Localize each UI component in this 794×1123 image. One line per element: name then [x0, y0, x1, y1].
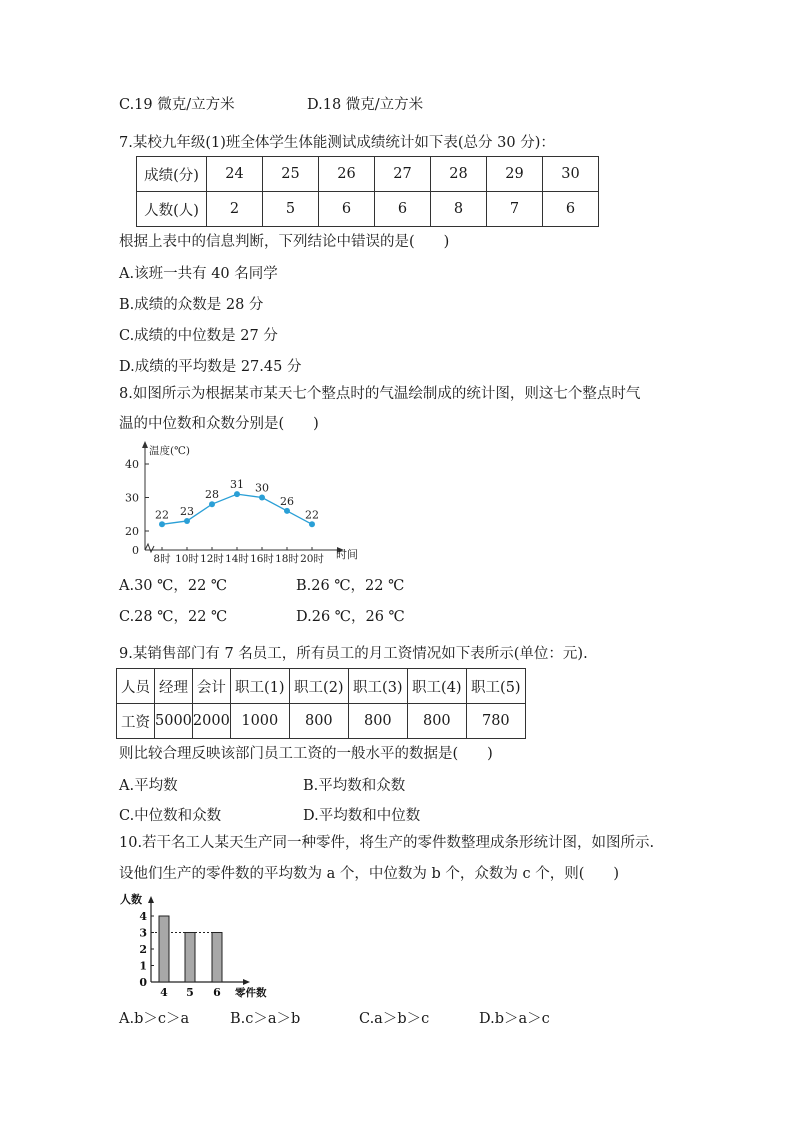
q7-question: 根据上表中的信息判断，下列结论中错误的是( )	[119, 234, 450, 250]
table-cell: 人数(人)	[137, 192, 207, 227]
y-tick-label: 40	[125, 458, 139, 471]
q8-option-d: D.26 ℃，26 ℃	[296, 609, 405, 625]
bar	[185, 933, 195, 983]
bar	[159, 916, 169, 982]
data-label: 22	[305, 508, 319, 522]
data-label: 26	[280, 494, 294, 508]
table-cell: 27	[375, 157, 431, 192]
table-cell: 人员	[117, 669, 155, 704]
y-tick-label: 2	[139, 943, 147, 956]
table-cell: 6	[375, 192, 431, 227]
data-point	[284, 508, 290, 514]
table-cell: 职工(3)	[348, 669, 407, 704]
y-tick-label: 0	[139, 976, 147, 989]
table-cell: 职工(1)	[230, 669, 289, 704]
table-cell: 2	[207, 192, 263, 227]
temperature-line-chart	[115, 440, 365, 565]
axis-break	[145, 544, 154, 552]
x-tick-label: 18时	[275, 553, 299, 565]
x-tick-label: 5	[186, 986, 194, 999]
data-point	[259, 495, 265, 501]
table-cell: 24	[207, 157, 263, 192]
x-tick-label: 8时	[153, 553, 171, 565]
table-cell: 26	[319, 157, 375, 192]
table-cell: 25	[263, 157, 319, 192]
x-tick-label: 4	[160, 986, 168, 999]
table-cell: 30	[543, 157, 599, 192]
table-cell: 职工(4)	[407, 669, 466, 704]
table-cell: 800	[289, 704, 348, 739]
q10-stem-line2: 设他们生产的零件数的平均数为 a 个，中位数为 b 个，众数为 c 个，则( )	[119, 866, 620, 882]
q7-option-b: B.成绩的众数是 28 分	[119, 297, 264, 313]
table-cell: 6	[319, 192, 375, 227]
table-cell: 5000	[155, 704, 193, 739]
x-tick-label: 16时	[250, 553, 274, 565]
x-axis-label: 时间	[336, 548, 358, 561]
table-cell: 780	[466, 704, 525, 739]
x-tick-label: 12时	[200, 553, 224, 565]
q9-stem: 9.某销售部门有 7 名员工，所有员工的月工资情况如下表所示(单位：元).	[119, 646, 588, 662]
data-point	[309, 521, 315, 527]
table-cell: 工资	[117, 704, 155, 739]
data-label: 28	[205, 488, 219, 502]
y-tick-label: 4	[139, 910, 147, 923]
q6-option-c: C.19 微克/立方米	[119, 97, 235, 113]
q9-question: 则比较合理反映该部门员工工资的一般水平的数据是( )	[119, 746, 493, 762]
table-cell: 7	[487, 192, 543, 227]
q7-score-table	[136, 156, 599, 227]
data-point	[209, 501, 215, 507]
q6-option-d: D.18 微克/立方米	[307, 97, 424, 113]
q10-option-b: B.c＞a＞b	[230, 1011, 301, 1027]
data-point	[159, 521, 165, 527]
q7-option-a: A.该班一共有 40 名同学	[119, 266, 278, 282]
q9-option-b: B.平均数和众数	[303, 778, 406, 794]
table-cell: 6	[543, 192, 599, 227]
q9-salary-table	[116, 668, 526, 739]
q7-option-c: C.成绩的中位数是 27 分	[119, 328, 278, 344]
y-axis-label: 人数	[120, 893, 142, 906]
table-row	[137, 157, 599, 192]
table-row	[117, 669, 526, 704]
data-point	[234, 491, 240, 497]
data-point	[184, 518, 190, 524]
table-cell: 28	[431, 157, 487, 192]
table-row	[117, 704, 526, 739]
table-cell: 800	[348, 704, 407, 739]
q8-option-c: C.28 ℃，22 ℃	[119, 609, 228, 625]
x-tick-label: 20时	[300, 553, 324, 565]
data-label: 30	[255, 481, 269, 495]
q10-option-c: C.a＞b＞c	[359, 1011, 430, 1027]
q8-option-a: A.30 ℃，22 ℃	[119, 578, 228, 594]
bar	[212, 933, 222, 983]
table-cell: 成绩(分)	[137, 157, 207, 192]
q8-option-b: B.26 ℃，22 ℃	[296, 578, 405, 594]
data-label: 23	[180, 504, 194, 518]
table-cell: 职工(5)	[466, 669, 525, 704]
q8-stem-line2: 温的中位数和众数分别是( )	[119, 416, 319, 432]
table-cell: 经理	[155, 669, 193, 704]
y-tick-label: 0	[132, 544, 139, 557]
x-tick-label: 14时	[225, 553, 249, 565]
x-tick-label: 10时	[175, 553, 199, 565]
q10-stem-line1: 10.若干名工人某天生产同一种零件，将生产的零件数整理成条形统计图，如图所示.	[119, 835, 655, 851]
table-cell: 5	[263, 192, 319, 227]
table-cell: 8	[431, 192, 487, 227]
parts-bar-chart	[115, 890, 285, 1000]
table-cell: 会计	[192, 669, 230, 704]
y-tick-label: 1	[139, 959, 147, 973]
q7-stem: 7.某校九年级(1)班全体学生体能测试成绩统计如下表(总分 30 分)：	[119, 135, 555, 151]
data-label: 22	[155, 508, 169, 522]
table-cell: 2000	[192, 704, 230, 739]
table-cell: 800	[407, 704, 466, 739]
q9-option-d: D.平均数和中位数	[303, 808, 421, 824]
data-label: 31	[230, 478, 244, 492]
q7-option-d: D.成绩的平均数是 27.45 分	[119, 359, 302, 375]
x-axis-label: 零件数	[235, 987, 267, 999]
q10-option-a: A.b＞c＞a	[119, 1011, 190, 1027]
y-tick-label: 3	[139, 926, 147, 940]
y-axis-label: 温度(℃)	[149, 445, 190, 457]
q8-stem-line1: 8.如图所示为根据某市某天七个整点时的气温绘制成的统计图，则这七个整点时气	[119, 386, 641, 402]
y-tick-label: 20	[125, 525, 139, 538]
q10-option-d: D.b＞a＞c	[479, 1011, 550, 1027]
q9-option-c: C.中位数和众数	[119, 808, 222, 824]
x-tick-label: 6	[213, 986, 221, 999]
y-axis-arrow	[148, 896, 154, 903]
table-cell: 职工(2)	[289, 669, 348, 704]
q9-option-a: A.平均数	[119, 778, 178, 794]
table-cell: 1000	[230, 704, 289, 739]
table-cell: 29	[487, 157, 543, 192]
y-axis-arrow	[142, 441, 148, 448]
x-axis-arrow	[243, 979, 250, 985]
y-tick-label: 30	[125, 491, 139, 505]
table-row	[137, 192, 599, 227]
